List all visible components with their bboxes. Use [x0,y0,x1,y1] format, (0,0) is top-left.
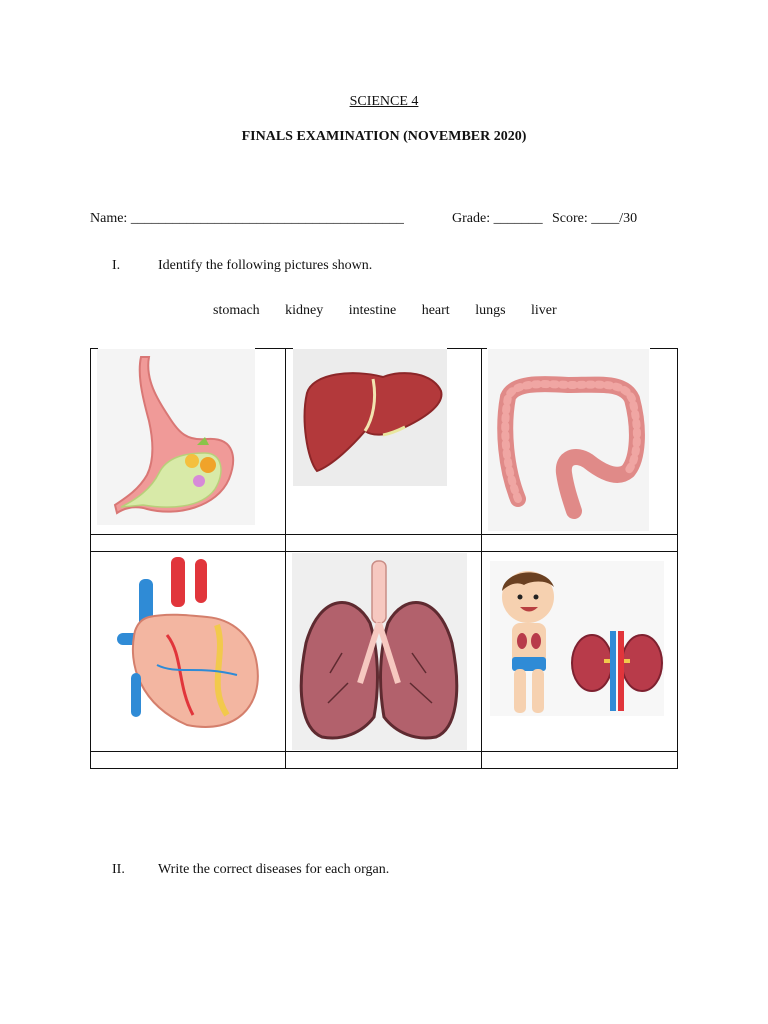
table-border-bottom [90,768,678,769]
exam-title: FINALS EXAMINATION (NOVEMBER 2020) [241,129,527,144]
lungs-illustration [292,553,467,750]
kidney-boy-illustration [490,561,664,716]
name-label: Name: [90,211,131,226]
answer-line-row1 [90,534,678,535]
table-border-right [677,348,678,769]
part1-numeral: I. [112,258,121,273]
name-field[interactable] [90,211,404,227]
grade-blank[interactable]: _______ [493,211,543,226]
table-divider [285,348,286,769]
table-border-left [90,348,91,769]
word-bank-item: intestine [348,303,397,318]
table-row-divider [90,551,678,552]
table-corner [447,348,487,349]
intestine-illustration [488,349,649,531]
word-bank-item: heart [421,303,450,318]
part1-instruction: Identify the following pictures shown. [158,258,373,273]
word-bank-item: kidney [285,303,324,318]
grade-label: Grade: [452,211,494,226]
subject-title: SCIENCE 4 [349,94,419,109]
score-total: /30 [619,211,638,226]
word-bank-item: liver [531,303,557,318]
word-bank-item: stomach [213,303,260,318]
table-corner [255,348,293,349]
answer-line-row2 [90,751,678,752]
table-divider [481,348,482,769]
liver-illustration [293,349,447,486]
score-field[interactable] [552,211,637,227]
part2-numeral: II. [112,862,125,877]
score-blank[interactable]: ____ [591,211,620,226]
name-blank[interactable]: _______________________________________ [130,211,404,226]
score-label: Score: [552,211,592,226]
table-corner [650,348,678,349]
word-bank [213,303,557,319]
word-bank-item: lungs [475,303,506,318]
heart-illustration [97,555,276,739]
grade-field[interactable] [452,211,543,227]
part2-instruction: Write the correct diseases for each organ. [158,862,390,877]
stomach-illustration [97,349,255,525]
